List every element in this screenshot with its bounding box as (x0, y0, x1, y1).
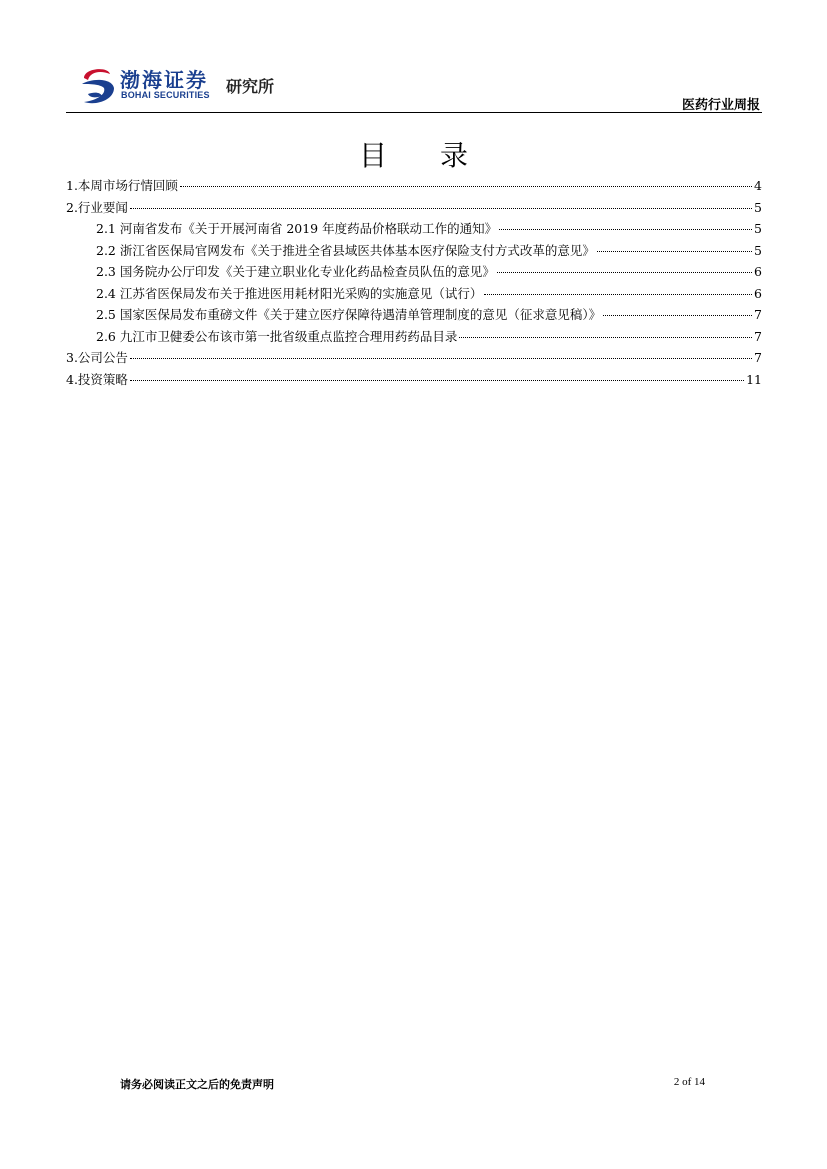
toc-entry-page: 5 (754, 242, 762, 258)
toc-leader-dots (497, 262, 752, 273)
brand-name-cn: 渤海证券 (120, 68, 208, 92)
toc-entry-text: 3.公司公告 (66, 350, 128, 365)
toc-entry-text: 2.行业要闻 (66, 199, 128, 215)
toc-entry-page: 5 (754, 199, 762, 215)
toc-entry-page: 6 (754, 285, 762, 301)
report-type: 医药行业周报 (681, 98, 760, 113)
toc-leader-dots (130, 370, 744, 381)
toc-leader-dots (130, 198, 752, 209)
toc-subentry[interactable] (66, 305, 762, 327)
header-divider (66, 112, 762, 113)
toc-leader-dots (459, 327, 752, 338)
toc-subentry[interactable] (66, 327, 762, 349)
toc-entry-text: 4.投资策略 (66, 371, 128, 387)
toc-entry-page: 11 (746, 371, 762, 387)
toc-entry-page: 5 (754, 221, 762, 236)
bohai-logo-icon (78, 64, 118, 108)
toc-title: 目 录 (359, 139, 490, 172)
table-of-contents (66, 176, 762, 391)
toc-entry-page: 7 (754, 328, 762, 344)
toc-subentry[interactable] (66, 219, 762, 241)
toc-leader-dots (597, 241, 752, 252)
brand-name-en: BOHAI SECURITIES (121, 90, 210, 100)
toc-entry-text: 2.2 浙江省医保局官网发布《关于推进全省县域医共体基本医疗保险支付方式改革的意见》 (96, 242, 595, 258)
toc-entry-text: 2.6 九江市卫健委公布该市第一批省级重点监控合理用药药品目录 (96, 328, 458, 344)
toc-subentry[interactable] (66, 284, 762, 306)
toc-leader-dots (180, 176, 752, 187)
toc-entry-text: 2.4 江苏省医保局发布关于推进医用耗材阳光采购的实施意见（试行） (96, 285, 483, 301)
toc-entry-page: 7 (754, 350, 762, 365)
toc-entry-page: 6 (754, 264, 762, 279)
toc-leader-dots (499, 219, 752, 230)
toc-entry[interactable] (66, 348, 762, 370)
toc-entry-text: 1.本周市场行情回顾 (66, 178, 178, 193)
toc-subentry[interactable] (66, 241, 762, 263)
page-number: 2 of 14 (673, 1076, 705, 1088)
toc-entry-text: 2.1 河南省发布《关于开展河南省 2019 年度药品价格联动工作的通知》 (96, 221, 498, 236)
page-header (66, 60, 762, 114)
toc-leader-dots (603, 305, 752, 316)
toc-entry[interactable] (66, 198, 762, 220)
toc-leader-dots (484, 284, 752, 295)
toc-entry-page: 7 (754, 307, 762, 322)
toc-leader-dots (130, 348, 752, 359)
toc-entry[interactable] (66, 370, 762, 392)
toc-entry-text: 2.3 国务院办公厅印发《关于建立职业化专业化药品检查员队伍的意见》 (96, 264, 495, 279)
toc-entry[interactable] (66, 176, 762, 198)
toc-entry-page: 4 (754, 178, 762, 193)
toc-entry-text: 2.5 国家医保局发布重磅文件《关于建立医疗保障待遇清单管理制度的意见（征求意见稿）》 (96, 307, 602, 322)
disclaimer-note: 请务必阅读正文之后的免责声明 (120, 1078, 274, 1091)
institute-label: 研究所 (226, 77, 275, 96)
toc-subentry[interactable] (66, 262, 762, 284)
